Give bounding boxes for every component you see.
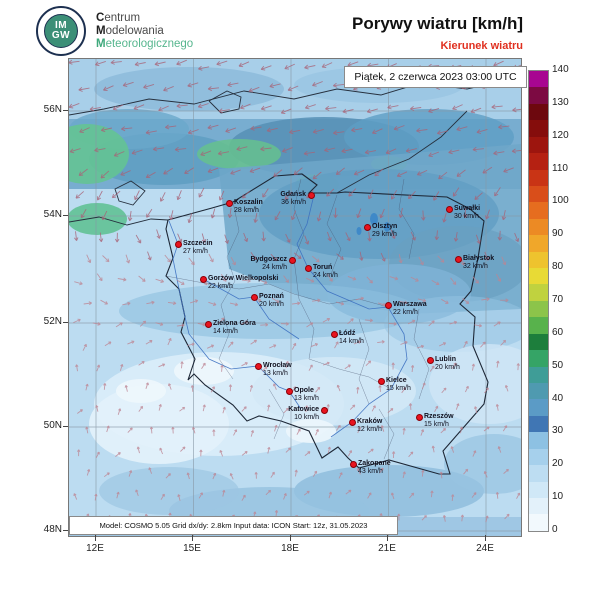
logo-acronym-top: IM xyxy=(54,20,68,31)
city-dot xyxy=(378,378,385,385)
city-dot xyxy=(289,257,296,264)
colorbar-tick-label: 70 xyxy=(552,294,564,305)
colorbar-tick-label: 20 xyxy=(552,458,564,470)
logo-line-2: Modelowania xyxy=(96,24,164,37)
city-label: Szczecin 27 km/h xyxy=(183,240,213,255)
colorbar-segment xyxy=(529,350,548,366)
colorbar-segment xyxy=(529,301,548,317)
logo-line-3: Meteorologicznego xyxy=(96,37,194,50)
wind-direction-legend-label: Kierunek wiatru xyxy=(440,40,523,52)
city-dot xyxy=(321,407,328,414)
model-info-label: Model: COSMO 5.05 Grid dx/dy: 2.8km Input data: ICON Start: 12z, 31.05.2023 xyxy=(99,521,368,530)
colorbar-tick-label: 100 xyxy=(552,195,569,207)
city-label: Gorzów Wielkopolski 22 km/h xyxy=(208,275,279,290)
colorbar-tick-label: 50 xyxy=(552,359,564,371)
city-dot xyxy=(255,363,262,370)
map-area xyxy=(68,58,522,537)
city-dot xyxy=(205,321,212,328)
colorbar-segment xyxy=(529,186,548,202)
model-info-box xyxy=(69,516,398,535)
logo-line-1: Centrum xyxy=(96,11,141,24)
colorbar-segment xyxy=(529,399,548,415)
city-dot xyxy=(175,241,182,248)
city-label: Rzeszów 15 km/h xyxy=(424,413,454,428)
city-dot xyxy=(364,224,371,231)
y-tick-label: 56N xyxy=(43,104,62,115)
city-dot xyxy=(416,414,423,421)
city-dot xyxy=(305,265,312,272)
city-label: Suwałki 30 km/h xyxy=(454,205,481,220)
colorbar-tick-label: 140 xyxy=(552,64,569,75)
colorbar-segment xyxy=(529,87,548,103)
city-label: Kraków 12 km/h xyxy=(357,418,383,433)
city-label: Katowice 10 km/h xyxy=(288,406,319,421)
colorbar-segment xyxy=(529,317,548,333)
colorbar-segment xyxy=(529,252,548,268)
colorbar-tick-label: 90 xyxy=(552,228,564,240)
datetime-box xyxy=(344,66,527,88)
logo-acronym-bottom: GW xyxy=(51,30,71,41)
city-label: Bydgoszcz 24 km/h xyxy=(250,256,287,271)
city-label: Białystok 32 km/h xyxy=(463,255,495,270)
colorbar-segment xyxy=(529,432,548,448)
city-dot xyxy=(446,206,453,213)
datetime-label: Piątek, 2 czerwca 2023 03:00 UTC xyxy=(354,71,517,83)
x-tick-label: 18E xyxy=(281,543,299,554)
colorbar-segment xyxy=(529,170,548,186)
colorbar-tick-label: 110 xyxy=(552,162,568,174)
imgw-logo xyxy=(36,6,193,56)
colorbar-segment xyxy=(529,498,548,514)
colorbar-segment xyxy=(529,104,548,120)
city-dot xyxy=(308,192,315,199)
colorbar-segment xyxy=(529,268,548,284)
city-label: Gdańsk 36 km/h xyxy=(280,191,306,206)
x-tick-label: 24E xyxy=(476,543,494,554)
colorbar-segment xyxy=(529,71,548,87)
city-label: Zielona Góra 14 km/h xyxy=(213,320,256,335)
city-dot xyxy=(350,461,357,468)
gust-colorbar xyxy=(528,70,549,532)
x-tick-mark xyxy=(95,535,96,541)
colorbar-segment xyxy=(529,449,548,465)
city-dot xyxy=(200,276,207,283)
colorbar-segment xyxy=(529,202,548,218)
city-dot xyxy=(251,294,258,301)
y-tick-mark xyxy=(63,530,68,531)
page-title: Porywy wiatru [km/h] xyxy=(352,14,523,33)
imgw-emblem-icon xyxy=(36,6,86,56)
y-tick-mark xyxy=(63,110,68,111)
colorbar-tick-label: 0 xyxy=(552,524,558,535)
colorbar-tick-label: 30 xyxy=(552,425,564,437)
colorbar-segment xyxy=(529,465,548,481)
city-label: Opole 13 km/h xyxy=(294,387,319,402)
city-label: Toruń 24 km/h xyxy=(313,264,338,279)
colorbar-tick-label: 60 xyxy=(552,326,564,338)
city-labels-layer xyxy=(69,59,521,536)
y-tick-mark xyxy=(63,322,68,323)
y-tick-label: 48N xyxy=(43,524,62,535)
colorbar-segment xyxy=(529,334,548,350)
x-tick-mark xyxy=(192,535,193,541)
city-dot xyxy=(286,388,293,395)
colorbar-segment xyxy=(529,284,548,300)
x-tick-mark xyxy=(485,535,486,541)
x-tick-label: 12E xyxy=(86,543,104,554)
city-label: Lublin 20 km/h xyxy=(435,356,460,371)
colorbar-segment xyxy=(529,120,548,136)
colorbar-segment xyxy=(529,137,548,153)
city-dot xyxy=(331,331,338,338)
colorbar-segment xyxy=(529,219,548,235)
city-dot xyxy=(385,302,392,309)
colorbar-segment xyxy=(529,367,548,383)
city-dot xyxy=(427,357,434,364)
city-label: Zakopane 43 km/h xyxy=(358,460,391,475)
logo-text xyxy=(96,12,193,51)
colorbar-segment xyxy=(529,153,548,169)
city-dot xyxy=(349,419,356,426)
city-label: Warszawa 22 km/h xyxy=(393,301,427,316)
y-tick-label: 52N xyxy=(43,316,62,327)
colorbar-tick-label: 40 xyxy=(552,392,564,404)
x-tick-label: 15E xyxy=(183,543,201,554)
city-dot xyxy=(455,256,462,263)
y-tick-label: 54N xyxy=(43,209,62,220)
colorbar-tick-label: 10 xyxy=(552,491,564,503)
y-tick-label: 50N xyxy=(43,420,62,431)
x-tick-mark xyxy=(290,535,291,541)
colorbar-segment xyxy=(529,514,548,530)
city-label: Olsztyn 29 km/h xyxy=(372,223,398,238)
colorbar-segment xyxy=(529,235,548,251)
city-label: Wrocław 13 km/h xyxy=(263,362,292,377)
colorbar-segment xyxy=(529,482,548,498)
city-label: Kielce 15 km/h xyxy=(386,377,411,392)
x-tick-label: 21E xyxy=(378,543,396,554)
y-tick-mark xyxy=(63,215,68,216)
city-dot xyxy=(226,200,233,207)
colorbar-tick-label: 120 xyxy=(552,129,569,141)
colorbar-tick-label: 80 xyxy=(552,261,564,273)
x-tick-mark xyxy=(387,535,388,541)
city-label: Poznań 20 km/h xyxy=(259,293,284,308)
colorbar-segment xyxy=(529,416,548,432)
city-label: Łódź 14 km/h xyxy=(339,330,364,345)
colorbar-tick-label: 130 xyxy=(552,96,569,108)
colorbar-segment xyxy=(529,383,548,399)
city-label: Koszalin 28 km/h xyxy=(234,199,263,214)
y-tick-mark xyxy=(63,426,68,427)
